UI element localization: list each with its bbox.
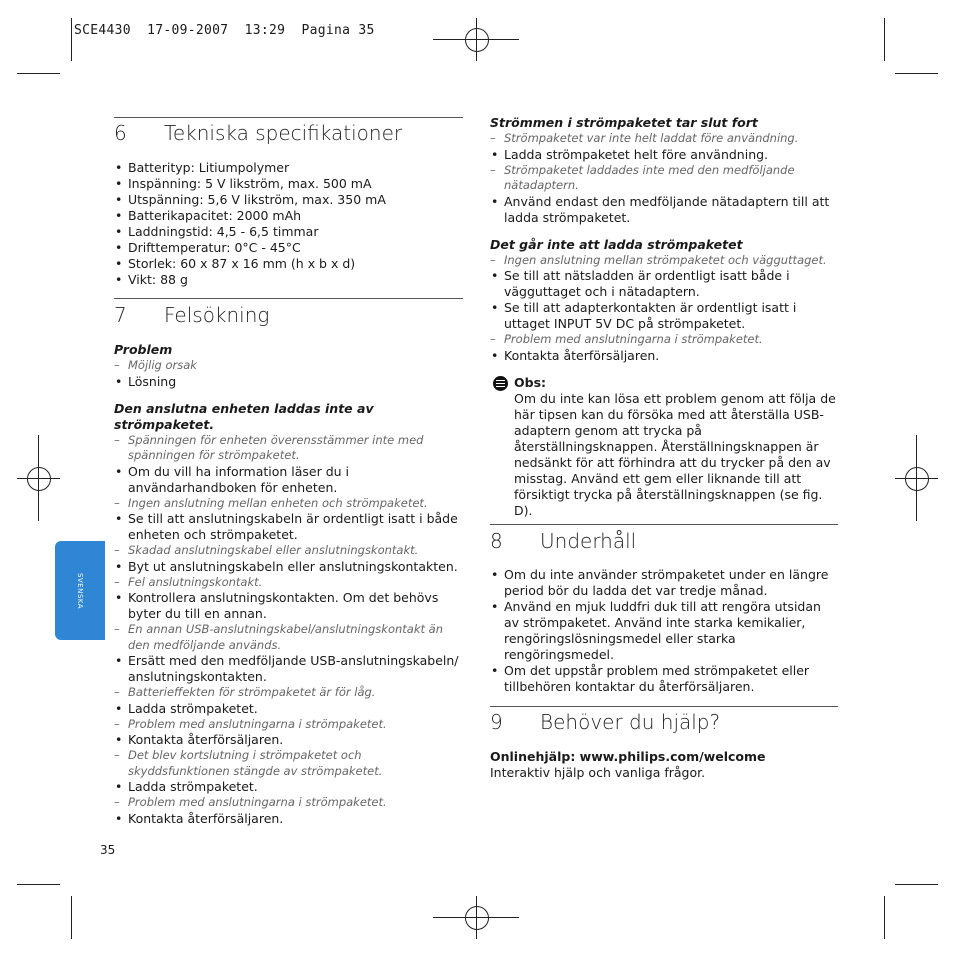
section-6-title: Tekniska specifikationer [164,121,403,145]
online-help-link[interactable]: Onlinehjälp: www.philips.com/welcome [490,749,766,764]
help-block [490,749,838,781]
list-item: • Vikt: 88 g [114,272,463,288]
section-7-number: 7 [114,303,127,327]
section-6-rule [114,117,463,118]
possible-cause: – Ingen anslutning mellan enheten och strömpaketet. [114,496,463,512]
possible-cause: – Det blev kortslutning i strömpaketet och skyddsfunktionen stängde av strömpaketet. [114,748,463,779]
solution: • Ladda strömpaketet helt före användning. [490,147,838,163]
solution: • Kontakta återförsäljaren. [490,348,838,364]
spec-list [114,160,463,288]
list-item: • Storlek: 60 x 87 x 16 mm (h x b x d) [114,256,463,272]
solution: • Använd endast den medföljande nätadaptern till att ladda strömpaketet. [490,194,838,226]
possible-cause: – En annan USB-anslutningskabel/anslutningskontakt än den medföljande används. [114,622,463,653]
section-8-number: 8 [490,529,503,553]
note-icon [493,376,508,391]
section-9-heading [490,710,720,734]
legend-problem: Problem [114,342,173,357]
solution: • Se till att anslutningskabeln är ordentligt isatt i både enheten och strömpaketet. [114,511,463,543]
possible-cause: – Ingen anslutning mellan strömpaketet och vägguttaget. [490,253,838,269]
section-8-title: Underhåll [540,529,637,553]
maintenance-list [490,567,838,695]
section-7-title: Felsökning [164,303,270,327]
possible-cause: – Strömpaketet var inte helt laddat före användning. [490,131,838,147]
section-9-title: Behöver du hjälp? [540,710,721,734]
section-6-heading [114,121,402,145]
solution: • Kontrollera anslutningskontakten. Om det behövs byter du till en annan. [114,590,463,622]
legend-solution: • Lösning [114,374,463,390]
possible-cause: – Skadad anslutningskabel eller anslutningskontakt. [114,543,463,559]
section-6-number: 6 [114,121,127,145]
solution: • Byt ut anslutningskabeln eller anslutningskontakten. [114,559,463,575]
possible-cause: – Spänningen för enheten överensstämmer inte med spänningen för strömpaketet. [114,433,463,464]
list-item: • Utspänning: 5,6 V likström, max. 350 mA [114,192,463,208]
section-9-number: 9 [490,710,503,734]
troubleshooting-right [490,115,838,519]
solution: • Kontakta återförsäljaren. [114,811,463,827]
page-number: 35 [100,843,116,857]
note-box [490,375,838,519]
solution: • Om du vill ha information läser du i användarhandboken för enheten. [114,464,463,496]
print-header: SCE4430 17-09-2007 13:29 Pagina 35 [74,23,375,38]
problem-3-heading: Det går inte att ladda strömpaketet [490,236,743,252]
solution: • Kontakta återförsäljaren. [114,732,463,748]
solution: • Ladda strömpaketet. [114,701,463,717]
note-text: Om du inte kan lösa ett problem genom att följa de här tipsen kan du försöka med att återställa USB-adaptern genom att trycka på återställningsknappen. Återställningsknappen är nedsänkt för att förhindra att du trycker på den av misstag. Använd ett gem eller liknande till att försiktigt trycka på återställningsknappen (se fig. D). [514,390,836,518]
problem-2-heading: Strömmen i strömpaketet tar slut fort [490,115,758,130]
possible-cause: – Batterieffekten för strömpaketet är för låg. [114,685,463,701]
solution: • Ersätt med den medföljande USB-anslutningskabeln/ anslutningskontakten. [114,653,463,685]
language-tab-label: SVENSKA [76,572,84,609]
list-item: • Laddningstid: 4,5 - 6,5 timmar [114,224,463,240]
solution: • Se till att adapterkontakten är ordentligt isatt i uttaget INPUT 5V DC på strömpaketet. [490,300,838,332]
list-item: • Batterityp: Litiumpolymer [114,160,463,176]
section-8-rule [490,524,838,525]
possible-cause: – Problem med anslutningarna i strömpaketet. [490,332,838,348]
section-9-rule [490,706,838,707]
online-help-description: Interaktiv hjälp och vanliga frågor. [490,765,706,780]
section-7-heading [114,303,269,327]
list-item: • Batterikapacitet: 2000 mAh [114,208,463,224]
language-tab [55,541,105,640]
legend-cause: – Möjlig orsak [114,358,463,374]
problem-1-heading: Den anslutna enheten laddas inte av strömpaketet. [114,400,374,432]
list-item: • Använd en mjuk luddfri duk till att rengöra utsidan av strömpaketet. Använd inte starka kemikalier, rengöringslösningsmedel eller starka rengöringsmedel. [490,599,838,663]
solution: • Ladda strömpaketet. [114,779,463,795]
section-8-heading [490,529,636,553]
list-item: • Inspänning: 5 V likström, max. 500 mA [114,176,463,192]
section-7-rule [114,298,463,299]
possible-cause: – Strömpaketet laddades inte med den medföljande nätadaptern. [490,163,838,194]
possible-cause: – Problem med anslutningarna i strömpaketet. [114,795,463,811]
possible-cause: – Fel anslutningskontakt. [114,575,463,591]
troubleshooting-left [114,342,463,827]
list-item: • Om du inte använder strömpaketet under en längre period bör du ladda det var tredje månad. [490,567,838,599]
list-item: • Drifttemperatur: 0°C - 45°C [114,240,463,256]
possible-cause: – Problem med anslutningarna i strömpaketet. [114,717,463,733]
note-label: Obs: [514,374,547,390]
solution: • Se till att nätsladden är ordentligt isatt både i vägguttaget och i nätadaptern. [490,268,838,300]
list-item: • Om det uppstår problem med strömpaketet eller tillbehören kontaktar du återförsäljaren. [490,663,838,695]
